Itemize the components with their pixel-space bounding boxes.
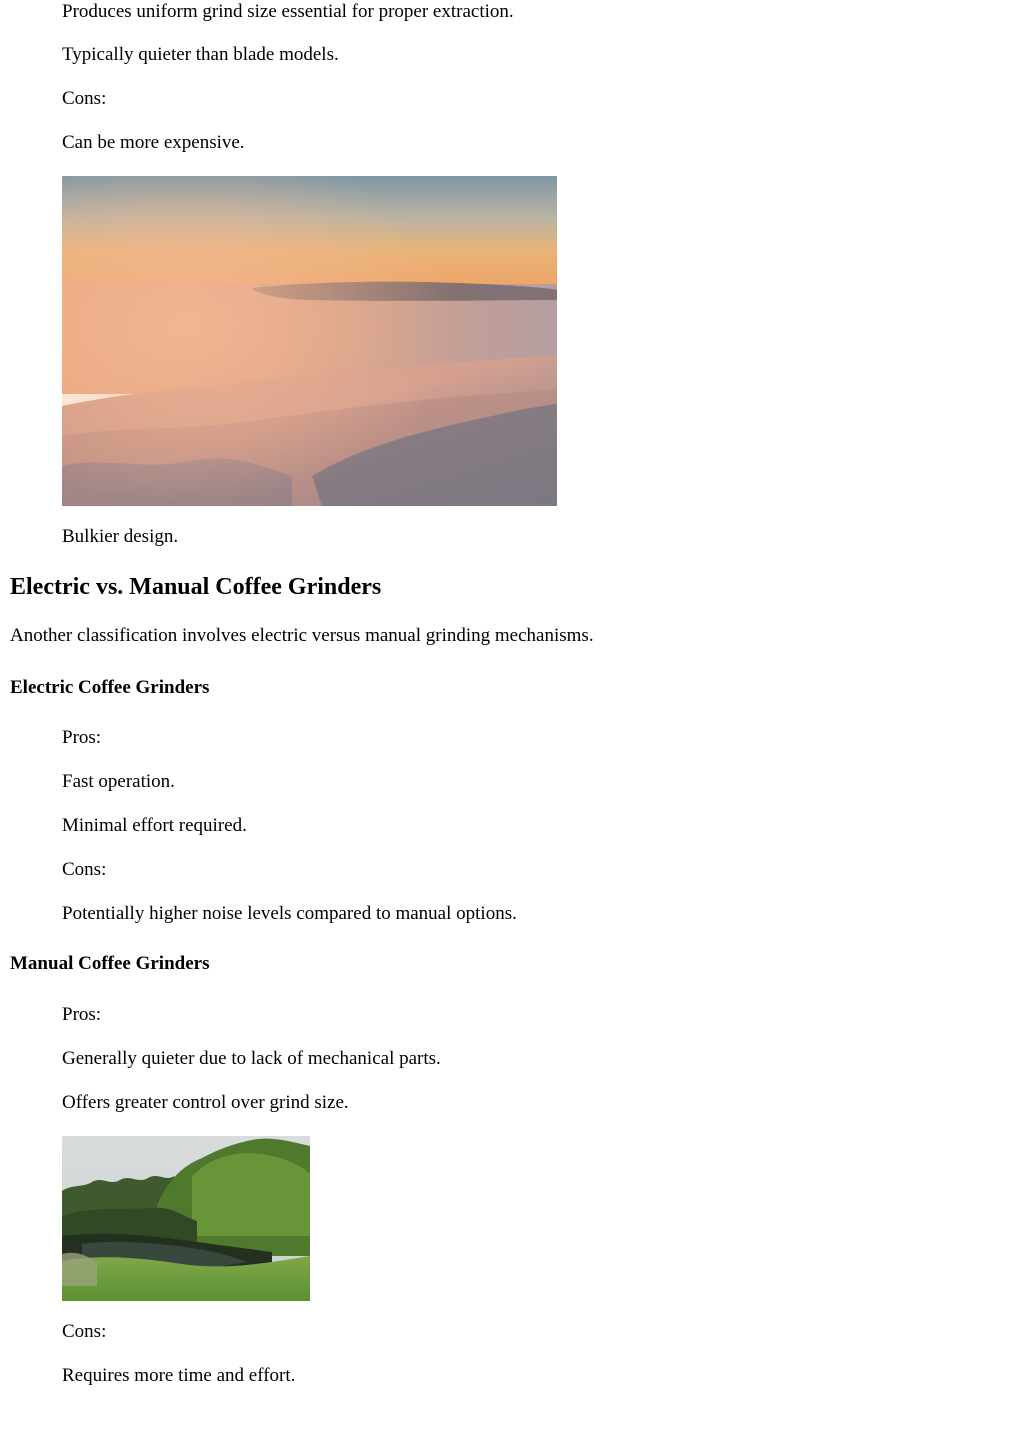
list-item: Produces uniform grind size essential for proper extraction. xyxy=(62,1,514,22)
list-item: Bulkier design. xyxy=(62,526,179,547)
list-item: Minimal effort required. xyxy=(62,815,247,836)
list-item: Generally quieter due to lack of mechanical parts. xyxy=(62,1048,441,1069)
list-item: Potentially higher noise levels compared to manual options. xyxy=(62,903,517,924)
intro-paragraph: Another classification involves electric versus manual grinding mechanisms. xyxy=(10,625,594,646)
list-item: Fast operation. xyxy=(62,771,175,792)
list-item: Offers greater control over grind size. xyxy=(62,1092,349,1113)
snowy-sunset-image xyxy=(62,176,557,506)
subheading-manual: Manual Coffee Grinders xyxy=(10,953,210,974)
list-item: Requires more time and effort. xyxy=(62,1365,296,1386)
forest-pond-image xyxy=(62,1136,310,1301)
list-item: Typically quieter than blade models. xyxy=(62,44,339,65)
cons-label: Cons: xyxy=(62,88,107,109)
pros-label: Pros: xyxy=(62,1004,102,1025)
cons-label: Cons: xyxy=(62,1321,107,1342)
subheading-electric: Electric Coffee Grinders xyxy=(10,677,210,698)
list-item: Can be more expensive. xyxy=(62,132,245,153)
pros-label: Pros: xyxy=(62,727,102,748)
section-heading-electric-vs-manual: Electric vs. Manual Coffee Grinders xyxy=(10,574,382,600)
cons-label: Cons: xyxy=(62,859,107,880)
